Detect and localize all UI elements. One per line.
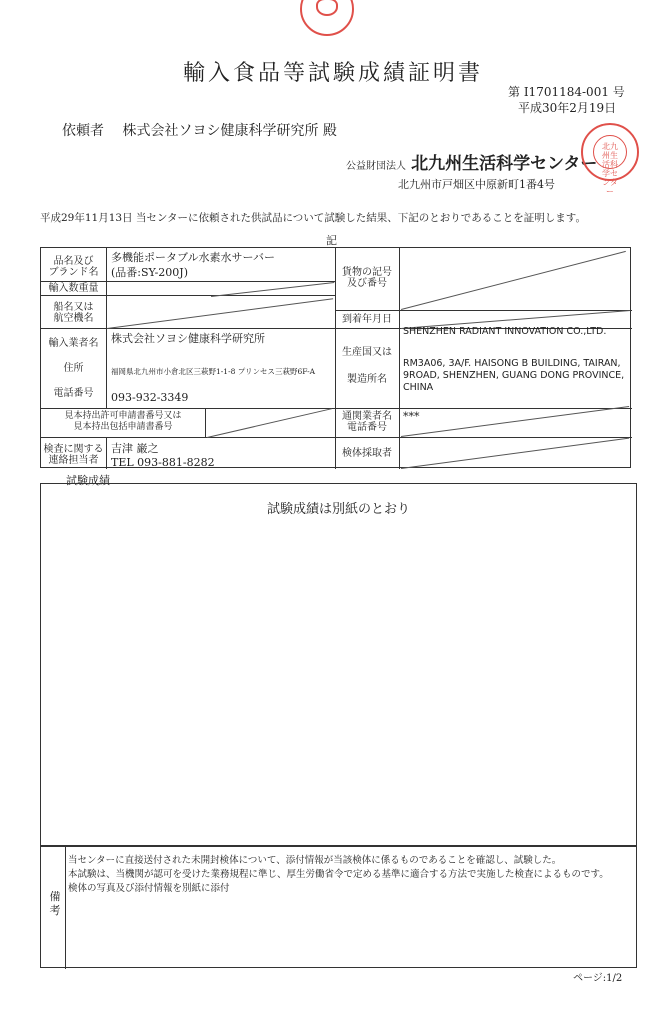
address-label: 住所: [63, 363, 84, 374]
phone-label: 電話番号: [53, 388, 94, 399]
importer-label: 輸入業者名: [48, 338, 99, 349]
issue-date: 平成30年2月19日: [518, 101, 617, 115]
remark-line-3: 検体の写真及び添付情報を別紙に添付: [68, 883, 230, 894]
results-label: 試験成績: [66, 474, 110, 487]
remark-line-2: 本試験は、当機関が認可を受けた業務規程に準じ、厚生労働省令で定める基準に適合する方法で実施した検査によるものです。: [68, 869, 609, 880]
arrival-label: 到着年月日: [342, 314, 392, 325]
contact-label: 検査に関する 連絡担当者: [43, 444, 104, 466]
phone-value: 093-932-3349: [111, 391, 189, 404]
cargo-label: 貨物の記号 及び番号: [342, 267, 392, 289]
foundation-name: 北九州生活科学センター: [411, 154, 598, 174]
remarks-label: 備考: [49, 890, 61, 917]
foundation: [346, 149, 597, 174]
customs-value: ***: [403, 410, 420, 423]
remark-line-1: 当センターに直接送付された未開封検体について、添付情報が当該検体に係るものであることを確認し、試験した。: [68, 855, 562, 866]
customs-label: 通関業者名 電話番号: [342, 411, 392, 433]
importer-value: 株式会社ソヨシ健康科学研究所: [111, 332, 265, 345]
product-model: (品番:SY-200J): [111, 266, 188, 279]
maker-label: 製造所名: [347, 374, 387, 385]
ki-marker: 記: [326, 234, 337, 247]
info-table: [40, 247, 631, 468]
requester-label: 依頼者: [62, 123, 104, 139]
permit-label: 見本持出許可申請書番号又は 見本持出包括申請書番号: [64, 411, 182, 432]
page-number: ページ:1/2: [573, 973, 623, 984]
top-seal: [300, 0, 354, 36]
maker-name: SHENZHEN RADIANT INNOVATION CO.,LTD.: [403, 326, 607, 337]
certification-statement: 平成29年11月13日 当センターに依頼された供試品について試験した結果、下記のとおりであることを証明します。: [40, 212, 586, 224]
maker-address: RM3A06, 3A/F. HAISONG B BUILDING, TAIRAN, 9ROAD, SHENZHEN, GUANG DONG PROVINCE, CHINA: [403, 358, 625, 393]
sampler-label: 検体採取者: [342, 448, 392, 459]
foundation-seal: [581, 123, 639, 196]
address-value: 福岡県北九州市小倉北区三萩野1-1-8 プリンセス三萩野6F-A: [111, 367, 316, 376]
results-text: 試験成績は別紙のとおり: [266, 502, 410, 517]
import-weight-label: 輸入数重量: [48, 283, 99, 294]
product-name: 多機能ポータブル水素水サーバー: [111, 251, 276, 264]
requester-value: 株式会社ソヨシ健康科学研究所 殿: [122, 123, 337, 139]
document-title: 輸入食品等試験成績証明書: [182, 61, 483, 86]
results-box: [40, 483, 637, 846]
contact-tel: TEL 093-881-8282: [111, 456, 215, 469]
foundation-prefix: 公益財団法人: [346, 161, 406, 172]
origin-label: 生産国又は: [342, 347, 392, 358]
document-number: 第 I1701184-001 号: [508, 85, 625, 99]
seal-text: 北九州生活科学センター: [602, 142, 618, 196]
product-label: 品名及び ブランド名: [48, 256, 99, 278]
requester: [62, 120, 337, 140]
ship-label: 船名又は 航空機名: [53, 302, 94, 324]
foundation-address: 北九州市戸畑区中原新町1番4号: [398, 178, 555, 191]
contact-name: 吉津 巌之: [111, 442, 159, 455]
